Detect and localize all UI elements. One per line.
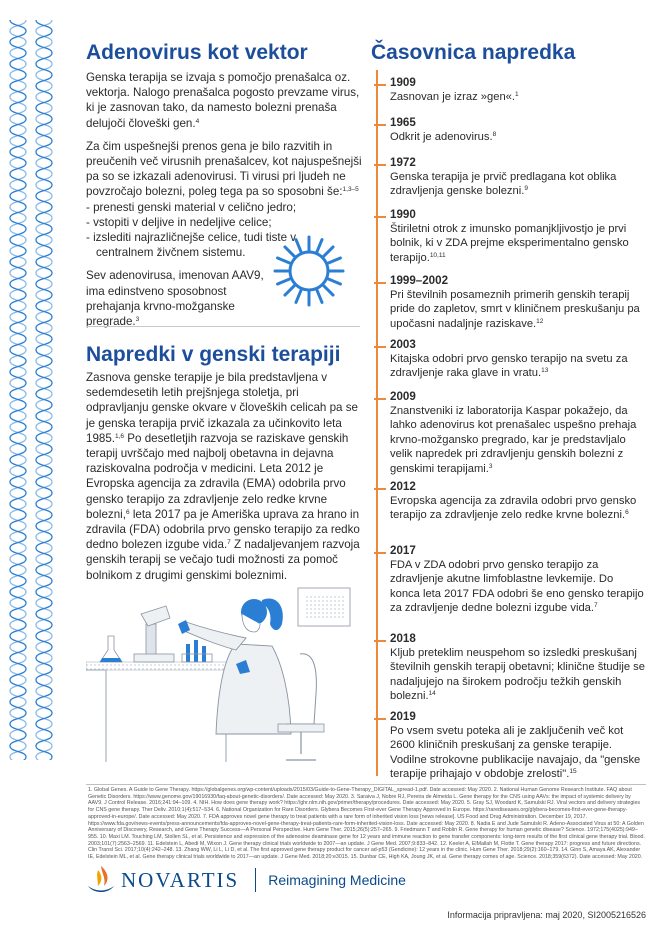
timeline-tick: [374, 216, 386, 218]
advances-paragraph: Zasnova genske terapije je bila predstavljena v sedemdesetih letih prejšnjega stoletja, pri odpravljanju genske okvare v človeških celicah pa se je genska terapija prvič izkazala za učinkovito leta 1985.$^{1,6}$ Po desetletjih razvoja se raziskave genskih terapij uvrščajo med najbolj obetavna in dejavna raziskovalna področja v medicini. Leta 2012 je Evropska agencija za zdravila (EMA) odobrila prvo gensko terapijo za zdravljenje zelo redke krvne bolezni,$^6$ leta 2017 pa je Ameriška uprava za hrano in zdravila (FDA) odobrila prvo gensko terapijo za redko dedno bolezen izgube vida.$^7$ Z nadaljevanjem razvoja genskih terapij se večajo tudi možnosti za pomoč bolnikom z drugimi genskimi boleznimi.: [86, 371, 360, 582]
lab-scientist-illustration: [86, 584, 356, 764]
timeline-entry: [390, 338, 645, 381]
adenovirus-para2: Za čim uspešnejši prenos gena je bilo razvitih in preučenih več virusnih prenašalcev, kot najuspešnejši pa so se izkazali adenovirusi. Ti virusi pri ljudeh ne povzročajo bolezni, poleg tega pa so sposobni še:$^{1,3-5}$: [86, 139, 362, 199]
timeline-year: 2019: [390, 710, 416, 723]
timeline-year: 2003: [390, 338, 416, 351]
section-divider: [86, 326, 360, 327]
timeline-text: Pri številnih posameznih primerih genskih terapij pride do zapletov, smrt v kliničnem preskušanju pa upočasni nadaljnje raziskave.$^{12}$: [390, 289, 640, 330]
timeline-text: Genska terapija je prvič predlagana kot oblika zdravljenja genske bolezni.$^9$: [390, 171, 617, 198]
novartis-flame-icon: [86, 864, 116, 896]
timeline-entry: [390, 156, 645, 199]
timeline-year: 1965: [390, 116, 416, 129]
timeline-text: Zasnovan je izraz »gen«.$^1$: [390, 91, 519, 103]
helix-strand: [10, 746, 26, 760]
timeline-text: Znanstveniki iz laboratorija Kaspar pokažejo, da lahko adenovirus kot prenašalec uspešno prehaja krvno-možgansko pregrado, kar je predstavljalo velik napredek pri zdravljenju genskih bolezni z genskimi terapijami.$^3$: [390, 405, 637, 475]
timeline-year: 2009: [390, 390, 416, 403]
helix-strand: [10, 746, 26, 760]
timeline-year: 2018: [390, 632, 416, 645]
timeline-entry: [390, 710, 645, 782]
timeline-tick: [374, 124, 386, 126]
timeline-entry: [390, 544, 645, 616]
timeline-tick: [374, 282, 386, 284]
timeline-entry: [390, 632, 645, 704]
timeline-tick: [374, 346, 386, 348]
timeline-tick: [374, 398, 386, 400]
section-heading-adenovirus: Adenovirus kot vektor: [86, 41, 308, 64]
timeline-entry: [390, 76, 645, 104]
timeline-tick: [374, 718, 386, 720]
timeline-year: 1990: [390, 208, 416, 221]
logo-separator: [255, 868, 256, 892]
timeline-entry: [390, 480, 645, 523]
timeline-line: [376, 70, 378, 776]
brand-tagline: Reimagining Medicine: [268, 872, 406, 888]
timeline-text: Štiriletni otrok z imunsko pomanjkljivostjo je prvi bolnik, ki v ZDA prejme eksperimentalno gensko terapijo.$^{10,11}$: [390, 223, 629, 264]
document-info: Informacija pripravljena: maj 2020, SI2005216526: [447, 910, 646, 920]
list-item: - izslediti najrazličnejše celice, tudi tiste v centralnem živčnem sistemu.: [86, 231, 297, 260]
timeline-heading: Časovnica napredka: [371, 41, 576, 64]
timeline-year: 2012: [390, 480, 416, 493]
timeline-tick: [374, 552, 386, 554]
list-item: - vstopiti v deljive in nedeljive celice;: [86, 215, 272, 229]
section-heading-advances: Napredki v genski terapiji: [86, 343, 341, 366]
references-text: 1. Global Genes. A Guide to Gene Therapy. https://globalgenes.org/wp-content/uploads/2015/03/Guide-to-Gene-Therapy_DIGITAL_spread-1.pdf. Date accessed: May 2020. 2. National Human Genome Research Institute. FAQ about Genetic Disorders. https://www.genome.gov/19016930/faq-about-genetic-disorders/. Date accessed: May 2020. 3. Saraiva J, Nobre RJ, Pereira de Almeida L. Gene therapy for the CNS using AAVs: the impact of systemic delivery by AAV9. J Control Release. 2016;241:94–109. 4. NIH. How does gene therapy work? https://ghr.nlm.nih.gov/primer/therapy/procedures. Date accessed: May 2020. 5. Gray SJ, Woodard K, Samulski RJ. Viral vectors and delivery strategies for CNS gene therapy. Ther Deliv. 2010;1(4):517–534. 6. National Organization for Rare Disorders. Glybera Becomes First-ever Gene Therapy Approved in Europe. https://rarediseases.org/glybera-becomes-first-ever-gene-therapy-approved-in-europe/. Date accessed: May 2020. 7. FDA approves novel gene therapy to treat patients with a rare form of inherited vision loss [news release]. US Food and Drug Administration. December 19, 2017. https://www.fda.gov/news-events/press-announcements/fda-approves-novel-gene-therapy-treat-patients-rare-form-inherited-vision-loss. Date accessed: May 2020. 8. Nadia E and Jude Samulski R. Adeno-Associated Virus at 50: A Golden Anniversary of Discovery, Research, and Gene Therapy Success—A Personal Perspective. Hum Gene Ther. 2015;26(5):257–265. 9. Friedmann T and Roblin R. Gene therapy for human genetic disease? Science. 1972;175(4025):949–955. 10. Maxi LM. Touching LM, Stollen SL, et al. Persistence and expression of the adenosine deaminase gene for 12 years and immune reaction to gene transfer components: long-term results of the first clinical gene therapy trial. Blood. 2003;101(7):2563–2569. 11. Edelstein L, Abedi M, Wixon J. Gene therapy clinical trials worldwide to 2007—an update. J Gene Med. 2007;9:833–842. 12. Keeler A, ElMallah M, Flotte T. Gene therapy 2017: progress and future directions. Clin Transl Sci. 2017;10(4):242–248. 13. Zhang WW, Li L, Li D, et al. The first approved gene therapy product for cancer ad-p53 (Gendicine): 12 years in the clinic. Hum Gene Ther. 2018;29(2):160–179. 14. Ginn S, Amaya AK, Alexander IE, Edelstein ML, et al. Gene therapy clinical trials worldwide to 2017—an update. J Gene Med. 2018;20:e3015. 15. Dunbar CE, High KA, Joung JK, et al. Gene therapy comes of age. Science. 2018;359(6372). Date accessed: May 2020.: [88, 787, 645, 861]
timeline-text: Po vsem svetu poteka ali je zaključenih več kot 2600 kliničnih preskušanj za genske terapije. Vodilne strokovne publikacije navajajo, da "genske terapije prihajajo v obdobje zrelosti".$^{15}$: [390, 725, 641, 781]
timeline-year: 1909: [390, 76, 416, 89]
timeline-entry: [390, 208, 645, 265]
timeline-entry: [390, 116, 645, 144]
timeline-column: [371, 40, 641, 66]
timeline-tick: [374, 84, 386, 86]
helix-strand: [36, 746, 52, 760]
timeline-text: Kitajska odobri prvo gensko terapijo na svetu za zdravljenje raka glave in vratu.$^{13}$: [390, 353, 628, 380]
list-item: - prenesti genski material v celično jedro;: [86, 200, 297, 214]
timeline-year: 2017: [390, 544, 416, 557]
timeline-text: Odkrit je adenovirus.$^8$: [390, 131, 497, 143]
timeline-year: 1999–2002: [390, 274, 449, 287]
timeline-tick: [374, 164, 386, 166]
timeline-text: FDA v ZDA odobri prvo gensko terapijo za zdravljenje akutne limfoblastne levkemije. Do konca leta 2017 FDA odobri še eno gensko terapijo za zdravljenje dedne bolezni izgube vida.$^7$: [390, 559, 644, 615]
adenovirus-intro: Genska terapija se izvaja s pomočjo prenašalca oz. vektorja. Nalogo prenašalca pogosto prevzame virus, ki je zasnovan tako, da namesto bolezni prenaša delujoči človeški gen.$^4$: [86, 71, 360, 130]
timeline-entry: [390, 274, 645, 331]
timeline-year: 1972: [390, 156, 416, 169]
helix-strand: [36, 746, 52, 760]
novartis-logo: [86, 864, 406, 896]
timeline-text: Kljub preteklim neuspehom so izsledki preskušanj številnih genskih terapij obetavni; klinične študije se nadaljujejo na širokem področju težkih genskih bolezni.$^{14}$: [390, 647, 645, 703]
timeline-text: Evropska agencija za zdravila odobri prvo gensko terapijo za zdravljenje zelo redke krvne bolezni.$^6$: [390, 495, 637, 522]
brand-wordmark: NOVARTIS: [121, 867, 240, 892]
virus-icon: [268, 230, 350, 312]
footer-divider: [86, 784, 646, 785]
timeline-tick: [374, 640, 386, 642]
timeline-tick: [374, 488, 386, 490]
timeline-entry: [390, 390, 645, 476]
advances-section: [86, 342, 364, 583]
aav9-paragraph: Sev adenovirusa, imenovan AAV9, ima edinstveno sposobnost prehajanja krvno-možganske pregrade.$^3$: [86, 269, 264, 329]
dna-helix-decoration: [4, 20, 60, 760]
